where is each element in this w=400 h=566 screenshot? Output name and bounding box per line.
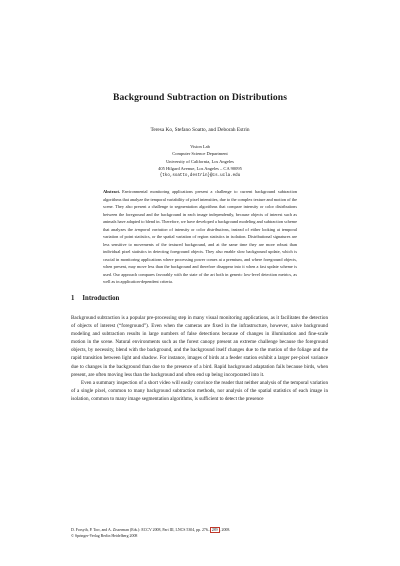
abstract-text-2: of intensity or color: [167, 226, 207, 232]
citation-year: , 2008.: [219, 528, 231, 532]
section-number: 1: [71, 295, 75, 302]
affiliation-block: [0, 143, 400, 180]
affiliation-lab: Vision Lab: [190, 144, 210, 149]
paper-authors: Teresa Ko, Stefano Soatto, and Deborah Estrin: [150, 127, 250, 133]
paragraph: Even a summary inspection of a short video will easily convince the reader that neither analysis of the temporal variation of a single pixel, common to many background subtraction methods, nor analysis of the spatial statistics of each image in isolation, common to many image segmentation algorithms, is sufficient to detect the presence: [71, 379, 328, 402]
abstract-text-3: , instead of either looking at temporal variation of point statistics, or the spatial variation of region statistics in isolation. Distributional signatures are less sensitive to movements of the textured background, and at the same time they are more robust than individual pixel statistics in detecting foreground objects. They also enable slow background update, which is crucial in monitoring applications where processing power comes at a premium, and where foreground objects, when present, may move less than the background and therefore disappear into it when a fast update scheme is used. Our approach compares favorably with the state of the art both in generic low-level detection metrics, as well as in application-dependent criteria.: [103, 226, 297, 284]
abstract-emphasis-temporal: temporal variation: [134, 226, 168, 232]
abstract-emphasis-distributions: distributions: [206, 226, 229, 232]
copyright-line: © Springer-Verlag Berlin Heidelberg 2008: [71, 534, 138, 538]
abstract-label: Abstract.: [103, 189, 121, 194]
abstract-text-1: Environmental monitoring applications present a challenge to current background subtraction algorithms that analyze the temporal variability of pixel intensities, due to the complex texture and motion of the scene. They also present a challenge to segmentation algorithms that compare intensity or color distributions between the foreground and the background in each image independently, because objects of interest such as animals have adapted to blend in. Therefore, we have developed a background modeling and subtraction scheme that analyzes the: [103, 189, 297, 232]
section-title: Introduction: [82, 295, 120, 302]
abstract: [103, 188, 297, 286]
page-link[interactable]: 289: [211, 528, 218, 532]
affiliation-emails: {tko,soatto,destrin}@cs.ucla.edu: [159, 173, 241, 178]
section-heading: [71, 295, 119, 302]
paragraph: Background subtraction is a popular pre-processing step in many visual monitoring applications, as it facilitates the detection of objects of interest (“foreground”). Even when the cameras are fixed in the infrastructure, however, naive background modeling and subtraction results in large numbers of false detections because of changes in illumination and fine-scale motion in the scene. Natural environments such as the forest canopy present an extreme challenge because the foreground objects, by necessity, blend with the background, and the background itself changes due to the motion of the foliage and the rapid transition between light and shadow. For instance, images of birds at a feeder station exhibit a larger per-pixel variance due to changes in the background than due to the presence of a bird. Rapid background adaptation fails because birds, when present, are often moving less than the background and often end up being incorporated into it.: [71, 315, 328, 378]
footnote: [71, 527, 331, 539]
body-text: [71, 314, 328, 403]
paper-title: Background Subtraction on Distributions: [112, 92, 288, 103]
affiliation-university: University of California, Los Angeles: [166, 158, 234, 164]
affiliation-dept: Computer Science Department: [172, 151, 228, 157]
affiliation-address: 405 Hilgard Avenue, Los Angeles – CA 90095: [158, 166, 242, 172]
citation-text: D. Forsyth, P. Torr, and A. Zisserman (Eds.): ECCV 2008, Part III, LNCS 5304, pp. 276–: [71, 528, 210, 532]
